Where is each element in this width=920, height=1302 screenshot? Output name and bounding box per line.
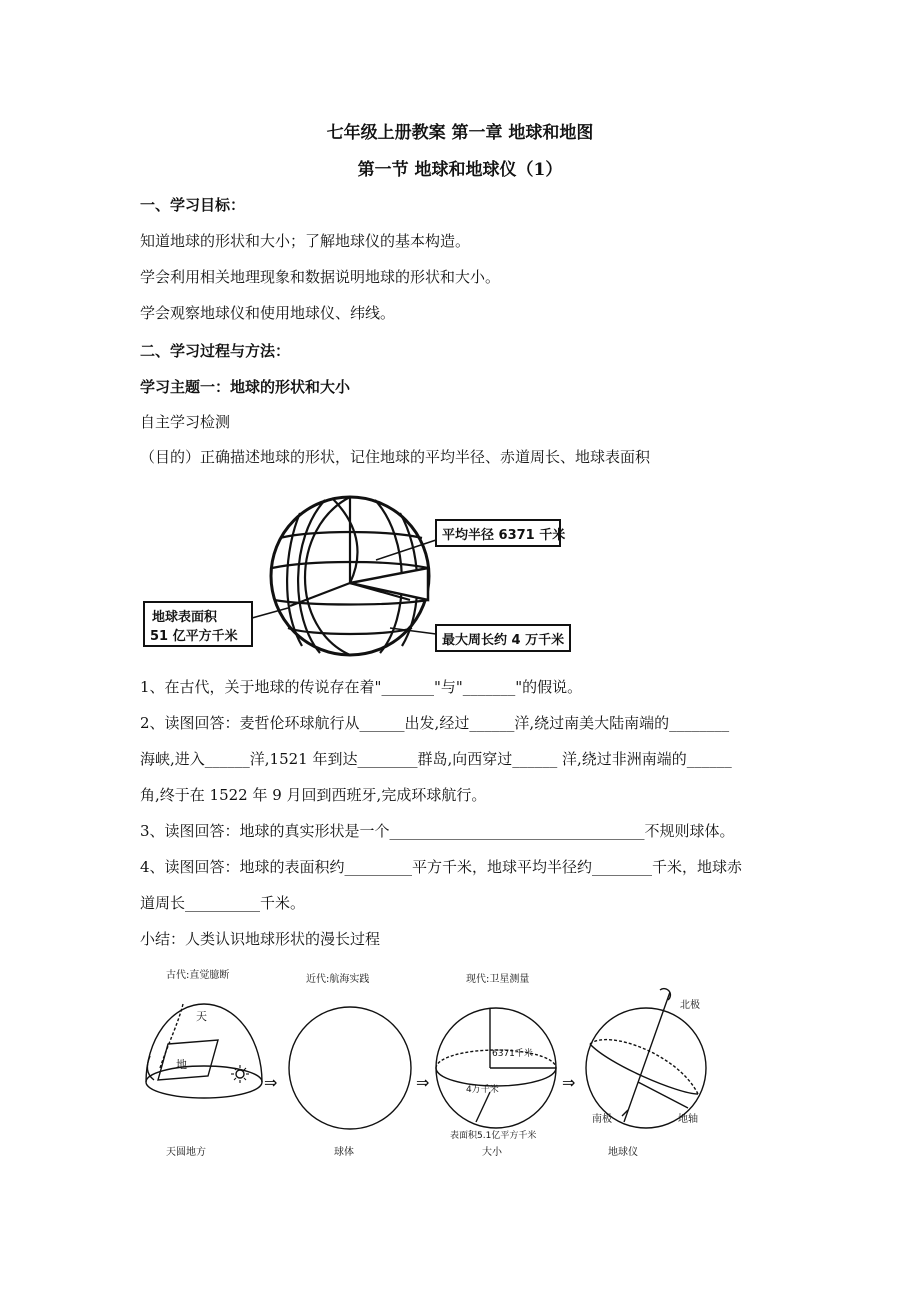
stage3-title: 现代:卫星测量 bbox=[466, 974, 530, 985]
north-pole-label: 北极 bbox=[680, 1000, 700, 1011]
objectives-heading: 一、学习目标： bbox=[140, 196, 246, 214]
arrow-icon: ⇒ bbox=[264, 1073, 278, 1092]
topic-heading: 学习主题一：地球的形状和大小 bbox=[140, 378, 351, 396]
stage3-caption: 大小 bbox=[482, 1147, 502, 1158]
stage2-sphere bbox=[289, 1007, 411, 1129]
objective-item: 学会观察地球仪和使用地球仪、纬线。 bbox=[140, 304, 396, 322]
self-check-label: 自主学习检测 bbox=[140, 413, 231, 431]
stage3-sphere-diagram bbox=[436, 1008, 556, 1128]
radius-label: 平均半径 6371 千米 bbox=[442, 528, 566, 543]
globe-size-figure bbox=[140, 488, 580, 658]
objective-item: 学会利用相关地理现象和数据说明地球的形状和大小。 bbox=[140, 268, 501, 286]
stage1-title: 古代:直觉臆断 bbox=[166, 970, 230, 981]
area-label-line2: 51 亿平方千米 bbox=[150, 629, 238, 644]
question-4-line2: 道周长__________千米。 bbox=[140, 894, 306, 912]
area-label-line1: 地球表面积 bbox=[152, 610, 218, 625]
stage3-area-label: 表面积5.1亿平方千米 bbox=[450, 1131, 537, 1141]
stage4-caption: 地球仪 bbox=[608, 1147, 638, 1158]
stage3-circumference-label: 4万千米 bbox=[466, 1085, 499, 1095]
earth-axis-label: 地轴 bbox=[678, 1114, 698, 1125]
process-heading: 二、学习过程与方法： bbox=[140, 342, 291, 360]
summary-text: 小结：人类认识地球形状的漫长过程 bbox=[140, 930, 381, 948]
arrow-icon: ⇒ bbox=[416, 1073, 430, 1092]
question-2-line3: 角,终于在 1522 年 9 月回到西班牙,完成环球航行。 bbox=[140, 786, 487, 804]
stage2-title: 近代:航海实践 bbox=[306, 974, 370, 985]
question-2-line1: 2、读图回答：麦哲伦环球航行从______出发,经过______洋,绕过南美大陆南端的________ bbox=[140, 714, 730, 732]
section-subtitle: 第一节 地球和地球仪（1） bbox=[357, 160, 563, 180]
stage1-earth-label: 地 bbox=[176, 1058, 187, 1071]
question-2-line2: 海峡,进入______洋,1521 年到达________群岛,向西穿过______ 洋,绕过非洲南端的______ bbox=[140, 750, 732, 768]
stage3-radius-label: 6371千米 bbox=[492, 1049, 533, 1059]
question-3: 3、读图回答：地球的真实形状是一个__________________________________不规则球体。 bbox=[140, 822, 735, 840]
objective-item: 知道地球的形状和大小；了解地球仪的基本构造。 bbox=[140, 232, 471, 250]
document-title: 七年级上册教案 第一章 地球和地图 bbox=[326, 123, 594, 143]
question-4-line1: 4、读图回答：地球的表面积约_________平方千米，地球平均半径约________千米，地球赤 bbox=[140, 858, 743, 876]
purpose-text: （目的）正确描述地球的形状，记住地球的平均半径、赤道周长、地球表面积 bbox=[140, 448, 651, 466]
stage2-caption: 球体 bbox=[334, 1147, 354, 1158]
earth-shape-history-figure bbox=[138, 964, 718, 1164]
arrow-icon: ⇒ bbox=[562, 1073, 576, 1092]
question-1: 1、在古代，关于地球的传说存在着"_______"与"_______"的假说。 bbox=[140, 678, 583, 696]
south-pole-label: 南极 bbox=[592, 1114, 612, 1125]
stage1-caption: 天圆地方 bbox=[166, 1147, 206, 1158]
stage1-sky-label: 天 bbox=[196, 1010, 207, 1023]
circumference-label: 最大周长约 4 万千米 bbox=[442, 633, 565, 648]
